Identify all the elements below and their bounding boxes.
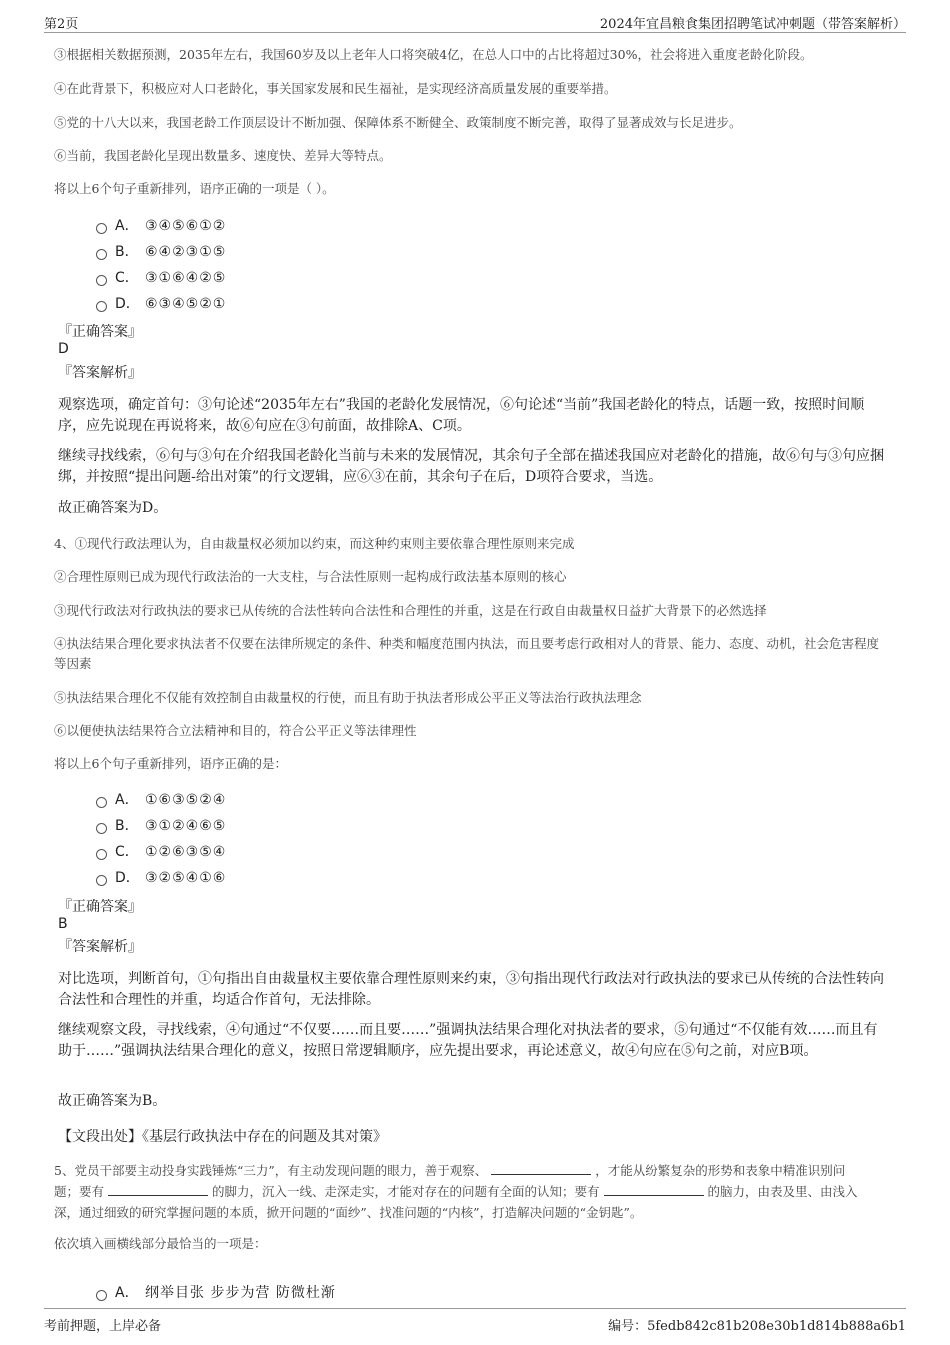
q5-stem-part-1: 5、党员干部要主动投身实践锤炼“三力”，有主动发现问题的眼力，善于观察、 <box>54 1163 488 1178</box>
q4-option-d[interactable]: D． ③②⑤④①⑥ <box>96 868 226 888</box>
document-id: 编号：5fedb842c81b208e30b1d814b888a6b1 <box>608 1319 906 1334</box>
blank-2 <box>108 1183 208 1196</box>
q3-prompt: 将以上6个句子重新排列，语序正确的一项是（ ）。 <box>54 181 335 196</box>
q4-explanation-1: 对比选项，判断首句，①句指出自由裁量权主要依靠合理性原则来约束，③句指出现代行政法对行政执法的要求已从传统的合法性转向合法性和合理性的并重，均适合作首句，无法排除。 <box>58 971 884 1008</box>
radio-icon[interactable] <box>96 301 107 312</box>
q4-answer-label: 『正确答案』 <box>58 899 142 915</box>
q3-analysis-label: 『答案解析』 <box>58 365 142 381</box>
q4-explanation-2: 继续观察文段，寻找线索，④句通过“不仅要……而且要……”强调执法结果合理化对执法者的要求，⑤句通过“不仅能有效……而且有助于……”强调执法结果合理化的意义，按照日常逻辑顺序，应先提出要求，再论述意义，故④句应在⑤句之前，对应B项。 <box>58 1022 878 1059</box>
radio-icon[interactable] <box>96 275 107 286</box>
q5-stem-part-2: ，才能从纷繁复杂的形势和表象中精准识别问 <box>595 1163 846 1178</box>
q4-prompt: 将以上6个句子重新排列，语序正确的是： <box>54 756 287 771</box>
q3-explanation-1: 观察选项，确定首句：③句论述“2035年左右”我国的老龄化发展情况，⑥句论述“当前”我国老龄化的特点，话题一致，按照时间顺序，应先说现在再说将来，故⑥句应在③句前面，故排除A、C项。 <box>58 397 865 434</box>
q3-option-c[interactable]: C． ③①⑥④②⑤ <box>96 268 226 288</box>
q5-stem-part-5: 的脑力，由表及里、由浅入 <box>707 1184 858 1199</box>
q5-stem-part-6: 深，通过细致的研究掌握问题的本质，掀开问题的“面纱”、找准问题的“内核”，打造解决问题的“金钥匙”。 <box>54 1205 643 1220</box>
page-header <box>44 10 906 33</box>
q4-sentence-5: ⑤执法结果合理化不仅能有效控制自由裁量权的行使，而且有助于执法者形成公平正义等法治行政执法理念 <box>54 690 642 705</box>
page-number: 第2页 <box>44 17 79 32</box>
q3-sentence-4: ④在此背景下，积极应对人口老龄化，事关国家发展和民生福祉，是实现经济高质量发展的重要举措。 <box>54 81 617 96</box>
q4-sentence-6: ⑥以便使执法结果符合立法精神和目的，符合公平正义等法律理性 <box>54 723 417 738</box>
q4-option-a[interactable]: A． ①⑥③⑤②④ <box>96 790 226 810</box>
q4-sentence-2: ②合理性原则已成为现代行政法治的一大支柱，与合法性原则一起构成行政法基本原则的核心 <box>54 569 567 584</box>
q4-analysis-label: 『答案解析』 <box>58 939 142 955</box>
q3-option-d[interactable]: D． ⑥③④⑤②① <box>96 294 226 314</box>
radio-icon[interactable] <box>96 249 107 260</box>
q5-stem <box>54 1160 889 1223</box>
q3-sentence-3: ③根据相关数据预测，2035年左右，我国60岁及以上老年人口将突破4亿，在总人口中的占比将超过30%，社会将进入重度老龄化阶段。 <box>54 47 813 62</box>
page-footer <box>44 1308 906 1333</box>
q4-sentence-4: ④执法结果合理化要求执法者不仅要在法律所规定的条件、种类和幅度范围内执法，而且要考虑行政相对人的背景、能力、态度、动机，社会危害程度等因素 <box>54 636 880 671</box>
q3-answer-label: 『正确答案』 <box>58 324 142 340</box>
q3-answer: D <box>58 341 69 357</box>
q3-option-a[interactable]: A． ③④⑤⑥①② <box>96 216 226 236</box>
radio-icon[interactable] <box>96 223 107 234</box>
q3-sentence-6: ⑥当前，我国老龄化呈现出数量多、速度快、差异大等特点。 <box>54 148 392 163</box>
blank-3 <box>604 1183 704 1196</box>
q3-sentence-5: ⑤党的十八大以来，我国老龄工作顶层设计不断加强、保障体系不断健全、政策制度不断完善，取得了显著成效与长足进步。 <box>54 115 742 130</box>
q5-stem-part-3: 题；要有 <box>54 1184 105 1199</box>
q4-answer: B <box>58 916 68 932</box>
q5-option-a[interactable]: A． 纲举目张 步步为营 防微杜渐 <box>96 1283 336 1303</box>
q5-prompt: 依次填入画横线部分最恰当的一项是： <box>54 1236 267 1251</box>
radio-icon[interactable] <box>96 1290 107 1301</box>
blank-1 <box>491 1162 591 1175</box>
q4-explanation-3: 故正确答案为B。 <box>58 1093 167 1109</box>
q4-option-c[interactable]: C． ①②⑥③⑤④ <box>96 842 226 862</box>
q4-sentence-1: 4、①现代行政法理认为，自由裁量权必须加以约束，而这种约束则主要依靠合理性原则来完成 <box>54 536 575 551</box>
radio-icon[interactable] <box>96 823 107 834</box>
footer-slogan: 考前押题，上岸必备 <box>44 1319 162 1334</box>
radio-icon[interactable] <box>96 875 107 886</box>
radio-icon[interactable] <box>96 849 107 860</box>
q5-stem-part-4: 的脚力，沉入一线、走深走实，才能对存在的问题有全面的认知；要有 <box>212 1184 600 1199</box>
radio-icon[interactable] <box>96 797 107 808</box>
q3-option-b[interactable]: B． ⑥④②③①⑤ <box>96 242 226 262</box>
q3-explanation-3: 故正确答案为D。 <box>58 500 168 516</box>
document-title: 2024年宜昌粮食集团招聘笔试冲刺题（带答案解析） <box>599 17 906 32</box>
q4-source: 【文段出处】《基层行政执法中存在的问题及其对策》 <box>58 1129 387 1145</box>
q4-sentence-3: ③现代行政法对行政执法的要求已从传统的合法性转向合法性和合理性的并重，这是在行政自由裁量权日益扩大背景下的必然选择 <box>54 603 767 618</box>
q3-explanation-2: 继续寻找线索，⑥句与③句在介绍我国老龄化当前与未来的发展情况，其余句子全部在描述我国应对老龄化的措施，故⑥句与③句应捆绑，并按照“提出问题-给出对策”的行文逻辑，应⑥③在前，其余句子在后，D项符合要求，当选。 <box>58 448 884 485</box>
q4-option-b[interactable]: B． ③①②④⑥⑤ <box>96 816 226 836</box>
